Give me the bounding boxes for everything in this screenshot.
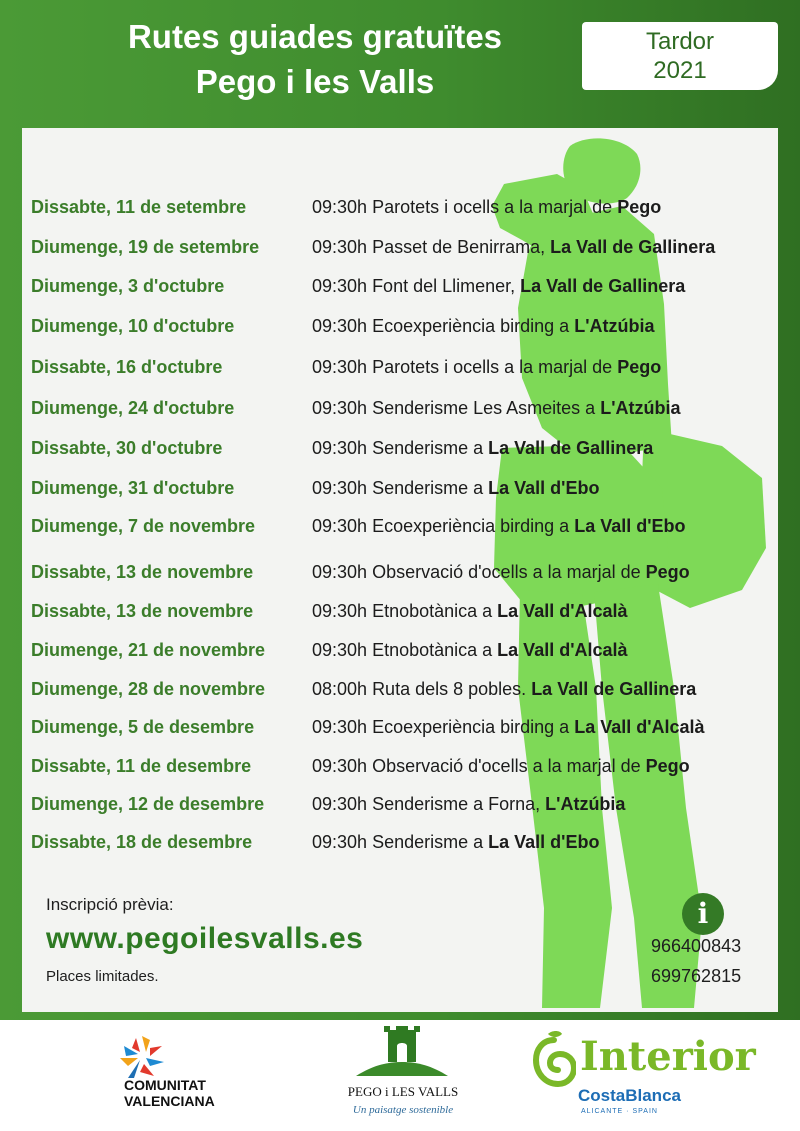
route-activity: Parotets i ocells a la marjal de [372, 196, 613, 217]
route-place: La Vall d'Alcalà [574, 716, 705, 737]
route-time: 09:30h [312, 755, 368, 776]
route-date: Dissabte, 11 de desembre [31, 755, 252, 776]
route-place: La Vall d'Alcalà [497, 600, 628, 621]
route-row [31, 558, 690, 586]
route-row [31, 636, 628, 664]
route-time: 08:00h [312, 678, 368, 699]
route-date: Diumenge, 3 d'octubre [31, 275, 225, 296]
route-time: 09:30h [312, 515, 368, 536]
route-place: L'Atzúbia [574, 315, 655, 336]
route-activity: Senderisme Les Asmeites a [372, 397, 596, 418]
route-activity: Senderisme a [372, 437, 484, 458]
route-place: La Vall de Gallinera [520, 275, 686, 296]
route-place: L'Atzúbia [600, 397, 681, 418]
season-year: 2021 [653, 57, 707, 84]
route-activity: Passet de Benirrama, [372, 236, 546, 257]
pego-tagline: Un paisatge sostenible [352, 1104, 454, 1116]
interior-spiral-logo-icon [532, 1030, 576, 1090]
route-place: Pego [645, 755, 690, 776]
registration-label: Inscripció prèvia: [46, 895, 174, 914]
route-activity: Ecoexperiència birding a [372, 315, 570, 336]
route-place: La Vall de Gallinera [531, 678, 697, 699]
route-date: Diumenge, 5 de desembre [31, 716, 255, 737]
route-date: Dissabte, 13 de novembre [31, 600, 254, 621]
route-place: La Vall d'Ebo [574, 515, 686, 536]
route-activity: Font del Llimener, [372, 275, 516, 296]
route-date: Diumenge, 21 de novembre [31, 639, 266, 660]
route-place: La Vall d'Alcalà [497, 639, 628, 660]
route-activity: Observació d'ocells a la marjal de [372, 755, 641, 776]
route-place: La Vall d'Ebo [488, 477, 600, 498]
info-icon: i [682, 893, 724, 935]
route-place: Pego [617, 356, 662, 377]
costablanca-subtitle: ALICANTE · SPAIN [581, 1108, 658, 1115]
route-time: 09:30h [312, 437, 368, 458]
title-line-2: Pego i les Valls [195, 63, 435, 100]
route-time: 09:30h [312, 600, 368, 621]
route-place: La Vall d'Ebo [488, 831, 600, 852]
route-date: Diumenge, 12 de desembre [31, 793, 265, 814]
route-row [31, 597, 628, 625]
route-place: La Vall de Gallinera [550, 236, 716, 257]
route-date: Diumenge, 24 d'octubre [31, 397, 235, 418]
comunitat-valenciana-logo-icon [110, 1034, 170, 1078]
route-date: Dissabte, 11 de setembre [31, 196, 247, 217]
route-place: L'Atzúbia [545, 793, 626, 814]
route-row [31, 675, 696, 703]
route-activity: Ecoexperiència birding a [372, 716, 570, 737]
route-time: 09:30h [312, 397, 368, 418]
route-date: Diumenge, 7 de novembre [31, 515, 256, 536]
website-link[interactable]: www.pegoilesvalls.es [46, 922, 364, 955]
route-row [31, 713, 705, 741]
route-activity: Ruta dels 8 pobles. [372, 678, 527, 699]
route-date: Diumenge, 19 de setembre [31, 236, 260, 257]
route-row [31, 312, 654, 340]
route-row [31, 193, 661, 221]
route-row [31, 790, 625, 818]
phone-number-1[interactable]: 966400843 [651, 936, 742, 956]
route-activity: Senderisme a [372, 477, 484, 498]
cv-line-2: VALENCIANA [124, 1093, 215, 1109]
costablanca-wordmark: CostaBlanca [578, 1086, 681, 1105]
comunitat-valenciana-wordmark [124, 1077, 215, 1109]
route-date: Diumenge, 31 d'octubre [31, 477, 235, 498]
route-activity: Observació d'ocells a la marjal de [372, 561, 641, 582]
route-row [31, 353, 661, 381]
route-time: 09:30h [312, 236, 368, 257]
route-row [31, 752, 690, 780]
cv-line-1: COMUNITAT [124, 1077, 206, 1093]
route-activity: Senderisme a [372, 831, 484, 852]
route-row [31, 272, 685, 300]
route-date: Dissabte, 16 d'octubre [31, 356, 223, 377]
route-row [31, 512, 686, 540]
route-time: 09:30h [312, 716, 368, 737]
route-date: Dissabte, 13 de novembre [31, 561, 254, 582]
route-row [31, 233, 715, 261]
route-time: 09:30h [312, 477, 368, 498]
route-time: 09:30h [312, 275, 368, 296]
route-place: La Vall de Gallinera [488, 437, 654, 458]
route-time: 09:30h [312, 196, 368, 217]
route-date: Diumenge, 10 d'octubre [31, 315, 235, 336]
route-row [31, 434, 653, 462]
limited-places-note: Places limitades. [46, 968, 159, 985]
route-time: 09:30h [312, 356, 368, 377]
season-label: Tardor [645, 28, 715, 55]
pego-les-valls-wordmark: PEGO i LES VALLS [347, 1084, 459, 1099]
route-activity: Etnobotànica a [372, 639, 493, 660]
route-row [31, 474, 599, 502]
route-date: Dissabte, 18 de desembre [31, 831, 253, 852]
route-activity: Etnobotànica a [372, 600, 493, 621]
route-activity: Ecoexperiència birding a [372, 515, 570, 536]
phone-number-2[interactable]: 699762815 [651, 966, 742, 986]
route-row [31, 394, 680, 422]
route-place: Pego [645, 561, 690, 582]
pego-castle-logo-icon [352, 1022, 452, 1080]
interior-wordmark: Interior [580, 1033, 756, 1080]
route-time: 09:30h [312, 561, 368, 582]
route-activity: Senderisme a Forna, [372, 793, 541, 814]
route-time: 09:30h [312, 315, 368, 336]
route-date: Diumenge, 28 de novembre [31, 678, 266, 699]
route-place: Pego [617, 196, 662, 217]
season-badge [582, 22, 778, 90]
route-row [31, 828, 599, 856]
page-title [60, 14, 570, 104]
route-time: 09:30h [312, 639, 368, 660]
route-time: 09:30h [312, 793, 368, 814]
route-activity: Parotets i ocells a la marjal de [372, 356, 613, 377]
title-line-1: Rutes guiades gratuïtes [127, 18, 503, 55]
route-date: Dissabte, 30 d'octubre [31, 437, 223, 458]
route-time: 09:30h [312, 831, 368, 852]
